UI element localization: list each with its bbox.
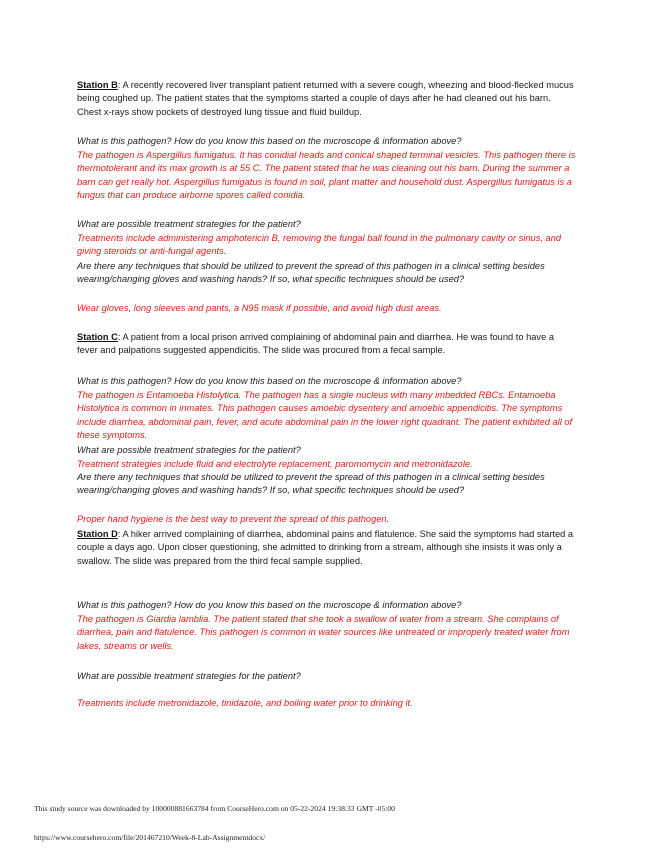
station-b-answer-treatment: Treatments include administering amphotericin B, removing the fungal ball found in the pulmonary cavity or sinus, and giving steroids or anti-fungal agents. [77, 233, 562, 257]
station-c-question-treatment: What are possible treatment strategies for the patient? [77, 445, 301, 455]
station-d-answer-pathogen: The pathogen is Giardia lamblia. The patient stated that she took a swallow of water from a stream. She complains of diarrhea, pain and flatulence. This pathogen is common in water sources like untreated or improperly treated water from lakes, streams or wells. [77, 614, 570, 651]
station-c-answer-pathogen: The pathogen is Entamoeba Histolytica. The pathogen has a single nucleus with many imbedded RBCs. Entamoeba Histolytica is common in inmates. This pathogen causes amoebic dysentery and amoebic appendicitis. The symptoms include diarrhea, abdominal pain, fever, and acute abdominal pain in the lower right quadrant. The patient exhibited all of these symptoms. [77, 390, 573, 441]
station-c-answer-prevention: Proper hand hygiene is the best way to prevent the spread of this pathogen. [77, 514, 390, 524]
station-c-question-prevention: Are there any techniques that should be utilized to prevent the spread of this pathogen in a clinical setting besides wearing/changing gloves and washing hands? If so, what specific techniques should be used? [77, 472, 545, 496]
station-c-heading: Station C [77, 332, 118, 342]
station-c-intro [77, 331, 577, 358]
station-d-answer-treatment: Treatments include metronidazole, tinidazole, and boiling water prior to drinking it. [77, 698, 413, 708]
station-d-heading: Station D [77, 529, 118, 539]
station-b-question-prevention: Are there any techniques that should be utilized to prevent the spread of this pathogen in a clinical setting besides wearing/changing gloves and washing hands? If so, what specific techniques should be used? [77, 261, 545, 285]
station-c-description: : A patient from a local prison arrived complaining of abdominal pain and diarrhea. He was found to have a fever and palpations suggested appendicitis. The slide was procured from a fecal sample. [77, 332, 554, 356]
source-url[interactable]: https://www.coursehero.com/file/201467210/Week-8-Lab-Assignmentdocx/ [34, 833, 266, 842]
station-d-question-pathogen: What is this pathogen? How do you know this based on the microscope & information above? [77, 600, 462, 610]
download-source-note: This study source was downloaded by 100000881663784 from CourseHero.com on 05-22-2024 19:38:33 GMT -05:00 [34, 804, 395, 813]
station-b-question-pathogen: What is this pathogen? How do you know this based on the microscope & information above? [77, 136, 462, 146]
station-d-intro [77, 528, 577, 568]
station-b-heading: Station B [77, 80, 118, 90]
station-b-answer-pathogen: The pathogen is Aspergillus fumigatus. It has conidial heads and conical shaped terminal vesicles. This pathogen there is thermotolerant and its max growth is at 55 C. The patient stated that he was cleaning out his barn. During the summer a barn can get really hot. Aspergillus fumigatus is found in soil, plant matter and household dust. Aspergillus fumigatus is a fungus that can produce airborne spores called conidia. [77, 150, 576, 201]
station-d-question-treatment: What are possible treatment strategies for the patient? [77, 671, 301, 681]
station-b-question-treatment: What are possible treatment strategies for the patient? [77, 219, 301, 229]
station-b-description: : A recently recovered liver transplant patient returned with a severe cough, wheezing and blood-flecked mucus being coughed up. The patient states that the symptoms started a couple of days after he had cleaned out his barn. Chest x-rays show pockets of destroyed lung tissue and fluid buildup. [77, 80, 574, 117]
station-c-answer-treatment: Treatment strategies include fluid and electrolyte replacement, paromomycin and metronidazole. [77, 459, 473, 469]
station-b-answer-prevention: Wear gloves, long sleeves and pants, a N95 mask if possible, and avoid high dust areas. [77, 303, 442, 313]
station-c-question-pathogen: What is this pathogen? How do you know this based on the microscope & information above? [77, 376, 462, 386]
station-d-description: : A hiker arrived complaining of diarrhea, abdominal pains and flatulence. She said the symptoms had started a couple a days ago. Upon closer questioning, she admitted to drinking from a stream, although she insists it was only a swallow. The slide was prepared from the third fecal sample supplied. [77, 529, 574, 566]
station-b-intro [77, 79, 577, 119]
